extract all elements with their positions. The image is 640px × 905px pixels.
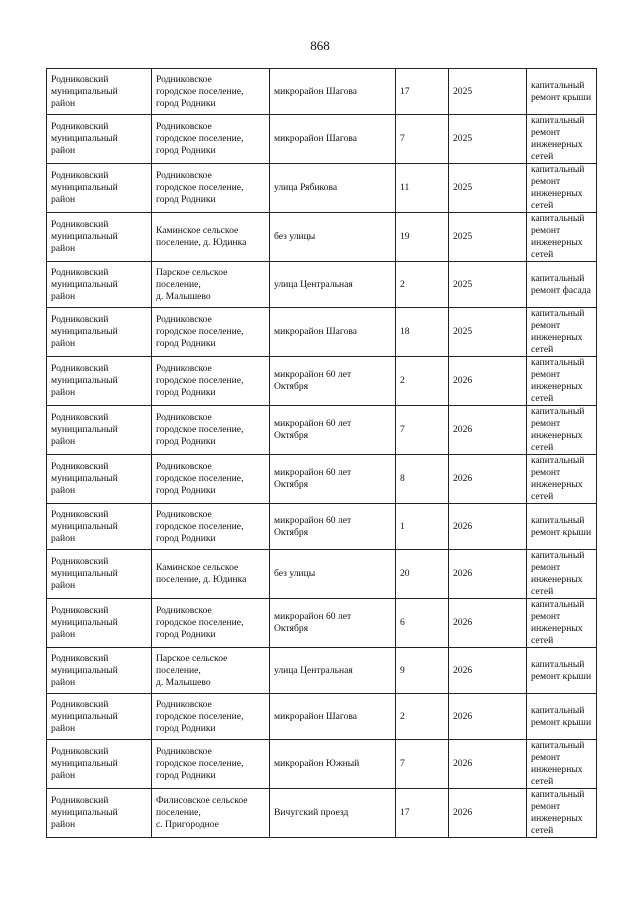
- cell-line: город Родники: [156, 97, 216, 109]
- cell-line: микрорайон Шагова: [274, 710, 358, 722]
- street-cell: [270, 740, 396, 789]
- district-cell: [47, 357, 152, 406]
- cell-line: Родниковское: [156, 698, 212, 710]
- cell-line: Родниковское: [156, 605, 212, 616]
- cell-line: поселение, д. Юдинка: [156, 574, 247, 585]
- cell-line: Родниковский: [51, 219, 109, 230]
- cell-line: сетей: [531, 825, 554, 836]
- house-number-cell: 17: [396, 69, 449, 115]
- work-type-cell: [527, 308, 597, 357]
- cell-line: ремонт фасада: [531, 284, 591, 296]
- cell-line: ремонт: [531, 801, 561, 812]
- cell-line: капитальный: [531, 789, 585, 800]
- district-cell: [47, 694, 152, 740]
- cell-line: микрорайон 60 лет: [274, 418, 352, 429]
- cell-line: сетей: [531, 635, 554, 646]
- work-type-cell: [527, 550, 597, 599]
- cell-line: муниципальный: [51, 617, 118, 628]
- cell-line: микрорайон Шагова: [274, 133, 358, 144]
- house-number-cell: 7: [396, 406, 449, 455]
- street-cell: [270, 550, 396, 599]
- cell-line: без улицы: [274, 231, 316, 242]
- cell-line: Родниковское: [156, 363, 212, 374]
- house-number-cell: 2: [396, 694, 449, 740]
- cell-line: ремонт: [531, 562, 561, 573]
- table-row: [47, 694, 597, 740]
- year-cell: 2026: [449, 648, 527, 694]
- table-row: [47, 648, 597, 694]
- work-type-cell: [527, 648, 597, 694]
- cell-line: инженерных: [531, 813, 583, 824]
- settlement-cell: [152, 504, 270, 550]
- street-cell: [270, 262, 396, 308]
- cell-line: Родниковское: [156, 412, 212, 423]
- settlement-cell: [152, 599, 270, 648]
- street-cell: [270, 308, 396, 357]
- cell-line: муниципальный: [51, 568, 118, 579]
- cell-line: город Родники: [156, 436, 216, 447]
- settlement-cell: [152, 694, 270, 740]
- cell-line: Филисовское сельское: [156, 795, 248, 806]
- cell-line: город Родники: [156, 338, 216, 349]
- cell-line: сетей: [531, 491, 554, 502]
- cell-line: район: [51, 387, 76, 398]
- street-cell: [270, 115, 396, 164]
- settlement-cell: [152, 69, 270, 115]
- cell-line: муниципальный: [51, 758, 118, 769]
- cell-line: город Родники: [156, 485, 216, 496]
- cell-line: район: [51, 194, 76, 205]
- street-cell: [270, 694, 396, 740]
- work-type-cell: [527, 357, 597, 406]
- house-number-cell: 1: [396, 504, 449, 550]
- cell-line: инженерных: [531, 237, 583, 248]
- table-row: [47, 308, 597, 357]
- cell-line: Родниковский: [51, 73, 109, 85]
- settlement-cell: [152, 213, 270, 262]
- cell-line: Родниковский: [51, 508, 109, 520]
- work-type-cell: [527, 455, 597, 504]
- house-number-cell: 9: [396, 648, 449, 694]
- work-type-cell: [527, 262, 597, 308]
- cell-line: капитальный: [531, 704, 585, 716]
- table-row: [47, 550, 597, 599]
- settlement-cell: [152, 648, 270, 694]
- cell-line: Родниковское: [156, 746, 212, 757]
- cell-line: инженерных: [531, 332, 583, 343]
- cell-line: город Родники: [156, 722, 216, 734]
- work-type-cell: [527, 789, 597, 838]
- cell-line: Родниковский: [51, 746, 109, 757]
- work-type-cell: [527, 740, 597, 789]
- cell-line: район: [51, 436, 76, 447]
- district-cell: [47, 262, 152, 308]
- table-row: [47, 357, 597, 406]
- registry-table-body: [47, 69, 597, 838]
- street-cell: [270, 213, 396, 262]
- cell-line: Октября: [274, 430, 309, 441]
- cell-line: капитальный: [531, 455, 585, 466]
- cell-line: район: [51, 290, 76, 302]
- street-cell: [270, 504, 396, 550]
- cell-line: городское поселение,: [156, 375, 244, 386]
- district-cell: [47, 213, 152, 262]
- cell-line: капитальный: [531, 514, 585, 526]
- cell-line: без улицы: [274, 568, 316, 579]
- cell-line: д. Малышево: [156, 676, 211, 688]
- cell-line: Родниковский: [51, 266, 109, 278]
- house-number-cell: 7: [396, 115, 449, 164]
- cell-line: инженерных: [531, 574, 583, 585]
- cell-line: капитальный: [531, 357, 585, 368]
- cell-line: город Родники: [156, 194, 216, 205]
- cell-line: инженерных: [531, 188, 583, 199]
- cell-line: инженерных: [531, 623, 583, 634]
- house-number-cell: 2: [396, 357, 449, 406]
- settlement-cell: [152, 550, 270, 599]
- cell-line: с. Пригородное: [156, 819, 219, 830]
- cell-line: сетей: [531, 249, 554, 260]
- cell-line: инженерных: [531, 479, 583, 490]
- cell-line: ремонт: [531, 418, 561, 429]
- year-cell: 2026: [449, 504, 527, 550]
- cell-line: Родниковский: [51, 556, 109, 567]
- settlement-cell: [152, 406, 270, 455]
- district-cell: [47, 550, 152, 599]
- cell-line: капитальный: [531, 740, 585, 751]
- cell-line: городское поселение,: [156, 326, 244, 337]
- cell-line: Родниковское: [156, 461, 212, 472]
- district-cell: [47, 406, 152, 455]
- district-cell: [47, 69, 152, 115]
- settlement-cell: [152, 115, 270, 164]
- cell-line: сетей: [531, 442, 554, 453]
- cell-line: улица Центральная: [274, 664, 353, 676]
- cell-line: ремонт: [531, 127, 561, 138]
- table-row: [47, 599, 597, 648]
- cell-line: д. Малышево: [156, 290, 211, 302]
- cell-line: город Родники: [156, 145, 216, 156]
- cell-line: сетей: [531, 586, 554, 597]
- cell-line: муниципальный: [51, 520, 118, 532]
- district-cell: [47, 740, 152, 789]
- cell-line: Родниковский: [51, 363, 109, 374]
- cell-line: поселение,: [156, 278, 201, 290]
- cell-line: Родниковское: [156, 508, 212, 520]
- cell-line: город Родники: [156, 387, 216, 398]
- cell-line: ремонт: [531, 176, 561, 187]
- cell-line: Родниковский: [51, 170, 109, 181]
- cell-line: микрорайон 60 лет: [274, 467, 352, 478]
- cell-line: район: [51, 338, 76, 349]
- house-number-cell: 11: [396, 164, 449, 213]
- district-cell: [47, 504, 152, 550]
- cell-line: городское поселение,: [156, 424, 244, 435]
- year-cell: 2025: [449, 213, 527, 262]
- cell-line: муниципальный: [51, 807, 118, 818]
- cell-line: городское поселение,: [156, 85, 244, 97]
- year-cell: 2026: [449, 599, 527, 648]
- table-row: [47, 213, 597, 262]
- work-type-cell: [527, 406, 597, 455]
- cell-line: Родниковский: [51, 412, 109, 423]
- cell-line: капитальный: [531, 599, 585, 610]
- registry-table: [46, 68, 597, 838]
- district-cell: [47, 455, 152, 504]
- table-row: [47, 69, 597, 115]
- cell-line: Родниковский: [51, 652, 109, 664]
- work-type-cell: [527, 69, 597, 115]
- house-number-cell: 17: [396, 789, 449, 838]
- cell-line: район: [51, 819, 76, 830]
- cell-line: ремонт крыши: [531, 670, 592, 682]
- house-number-cell: 2: [396, 262, 449, 308]
- cell-line: район: [51, 97, 76, 109]
- cell-line: район: [51, 722, 76, 734]
- year-cell: 2026: [449, 357, 527, 406]
- work-type-cell: [527, 164, 597, 213]
- year-cell: 2026: [449, 789, 527, 838]
- cell-line: муниципальный: [51, 710, 118, 722]
- cell-line: Парское сельское: [156, 652, 228, 664]
- cell-line: муниципальный: [51, 182, 118, 193]
- house-number-cell: 6: [396, 599, 449, 648]
- cell-line: капитальный: [531, 550, 585, 561]
- cell-line: поселение,: [156, 664, 201, 676]
- table-row: [47, 164, 597, 213]
- district-cell: [47, 164, 152, 213]
- district-cell: [47, 789, 152, 838]
- cell-line: район: [51, 629, 76, 640]
- work-type-cell: [527, 599, 597, 648]
- cell-line: Родниковское: [156, 314, 212, 325]
- street-cell: [270, 455, 396, 504]
- district-cell: [47, 648, 152, 694]
- cell-line: капитальный: [531, 115, 585, 126]
- cell-line: Октября: [274, 623, 309, 634]
- cell-line: сетей: [531, 200, 554, 211]
- table-row: [47, 115, 597, 164]
- cell-line: улица Центральная: [274, 278, 353, 290]
- cell-line: город Родники: [156, 770, 216, 781]
- cell-line: ремонт: [531, 467, 561, 478]
- street-cell: [270, 69, 396, 115]
- cell-line: капитальный: [531, 658, 585, 670]
- cell-line: муниципальный: [51, 473, 118, 484]
- cell-line: микрорайон Шагова: [274, 85, 358, 97]
- year-cell: 2025: [449, 164, 527, 213]
- cell-line: муниципальный: [51, 375, 118, 386]
- cell-line: район: [51, 532, 76, 544]
- cell-line: поселение, д. Юдинка: [156, 237, 247, 248]
- settlement-cell: [152, 740, 270, 789]
- cell-line: Каминское сельское: [156, 225, 239, 236]
- year-cell: 2025: [449, 262, 527, 308]
- cell-line: муниципальный: [51, 326, 118, 337]
- house-number-cell: 18: [396, 308, 449, 357]
- work-type-cell: [527, 504, 597, 550]
- cell-line: капитальный: [531, 272, 585, 284]
- cell-line: микрорайон Южный: [274, 758, 360, 769]
- page-number: 868: [310, 38, 330, 53]
- year-cell: 2026: [449, 455, 527, 504]
- cell-line: муниципальный: [51, 133, 118, 144]
- cell-line: поселение,: [156, 807, 201, 818]
- cell-line: Родниковский: [51, 605, 109, 616]
- cell-line: Октября: [274, 526, 309, 538]
- cell-line: район: [51, 580, 76, 591]
- cell-line: инженерных: [531, 430, 583, 441]
- settlement-cell: [152, 308, 270, 357]
- cell-line: сетей: [531, 393, 554, 404]
- cell-line: ремонт: [531, 611, 561, 622]
- year-cell: 2026: [449, 550, 527, 599]
- settlement-cell: [152, 262, 270, 308]
- cell-line: инженерных: [531, 139, 583, 150]
- cell-line: Каминское сельское: [156, 562, 239, 573]
- cell-line: район: [51, 243, 76, 254]
- cell-line: ремонт крыши: [531, 526, 592, 538]
- cell-line: Родниковское: [156, 73, 212, 85]
- house-number-cell: 7: [396, 740, 449, 789]
- cell-line: Парское сельское: [156, 266, 228, 278]
- cell-line: Родниковское: [156, 121, 212, 132]
- cell-line: капитальный: [531, 308, 585, 319]
- cell-line: Родниковский: [51, 314, 109, 325]
- table-row: [47, 455, 597, 504]
- cell-line: район: [51, 485, 76, 496]
- table-row: [47, 740, 597, 789]
- cell-line: Вичугский проезд: [274, 807, 349, 818]
- cell-line: Родниковский: [51, 698, 109, 710]
- year-cell: 2026: [449, 406, 527, 455]
- work-type-cell: [527, 213, 597, 262]
- house-number-cell: 8: [396, 455, 449, 504]
- table-row: [47, 262, 597, 308]
- settlement-cell: [152, 789, 270, 838]
- work-type-cell: [527, 115, 597, 164]
- table-row: [47, 406, 597, 455]
- cell-line: город Родники: [156, 532, 216, 544]
- settlement-cell: [152, 357, 270, 406]
- cell-line: инженерных: [531, 764, 583, 775]
- street-cell: [270, 164, 396, 213]
- street-cell: [270, 406, 396, 455]
- cell-line: Родниковское: [156, 170, 212, 181]
- cell-line: муниципальный: [51, 85, 118, 97]
- cell-line: инженерных: [531, 381, 583, 392]
- cell-line: район: [51, 676, 76, 688]
- cell-line: ремонт: [531, 752, 561, 763]
- work-type-cell: [527, 694, 597, 740]
- table-row: [47, 789, 597, 838]
- cell-line: городское поселение,: [156, 133, 244, 144]
- cell-line: городское поселение,: [156, 617, 244, 628]
- cell-line: городское поселение,: [156, 710, 244, 722]
- cell-line: город Родники: [156, 629, 216, 640]
- settlement-cell: [152, 455, 270, 504]
- street-cell: [270, 789, 396, 838]
- cell-line: район: [51, 145, 76, 156]
- cell-line: микрорайон 60 лет: [274, 369, 352, 380]
- year-cell: 2025: [449, 115, 527, 164]
- cell-line: ремонт крыши: [531, 91, 592, 103]
- street-cell: [270, 648, 396, 694]
- cell-line: Родниковский: [51, 121, 109, 132]
- cell-line: ремонт крыши: [531, 716, 592, 728]
- cell-line: городское поселение,: [156, 520, 244, 532]
- cell-line: капитальный: [531, 79, 585, 91]
- cell-line: муниципальный: [51, 664, 118, 676]
- year-cell: 2026: [449, 694, 527, 740]
- cell-line: район: [51, 770, 76, 781]
- cell-line: сетей: [531, 151, 554, 162]
- cell-line: муниципальный: [51, 424, 118, 435]
- house-number-cell: 20: [396, 550, 449, 599]
- cell-line: Родниковский: [51, 461, 109, 472]
- cell-line: ремонт: [531, 320, 561, 331]
- cell-line: микрорайон 60 лет: [274, 514, 352, 526]
- district-cell: [47, 308, 152, 357]
- street-cell: [270, 357, 396, 406]
- cell-line: муниципальный: [51, 278, 118, 290]
- cell-line: городское поселение,: [156, 473, 244, 484]
- cell-line: капитальный: [531, 213, 585, 224]
- year-cell: 2025: [449, 69, 527, 115]
- house-number-cell: 19: [396, 213, 449, 262]
- cell-line: муниципальный: [51, 231, 118, 242]
- cell-line: сетей: [531, 776, 554, 787]
- cell-line: Октября: [274, 479, 309, 490]
- cell-line: сетей: [531, 344, 554, 355]
- cell-line: капитальный: [531, 164, 585, 175]
- district-cell: [47, 599, 152, 648]
- street-cell: [270, 599, 396, 648]
- year-cell: 2026: [449, 740, 527, 789]
- table-row: [47, 504, 597, 550]
- settlement-cell: [152, 164, 270, 213]
- cell-line: городское поселение,: [156, 182, 244, 193]
- cell-line: ремонт: [531, 225, 561, 236]
- year-cell: 2025: [449, 308, 527, 357]
- cell-line: микрорайон Шагова: [274, 326, 358, 337]
- cell-line: Октября: [274, 381, 309, 392]
- cell-line: улица Рябикова: [274, 182, 338, 193]
- cell-line: ремонт: [531, 369, 561, 380]
- cell-line: капитальный: [531, 406, 585, 417]
- cell-line: Родниковский: [51, 795, 109, 806]
- cell-line: микрорайон 60 лет: [274, 611, 352, 622]
- cell-line: городское поселение,: [156, 758, 244, 769]
- district-cell: [47, 115, 152, 164]
